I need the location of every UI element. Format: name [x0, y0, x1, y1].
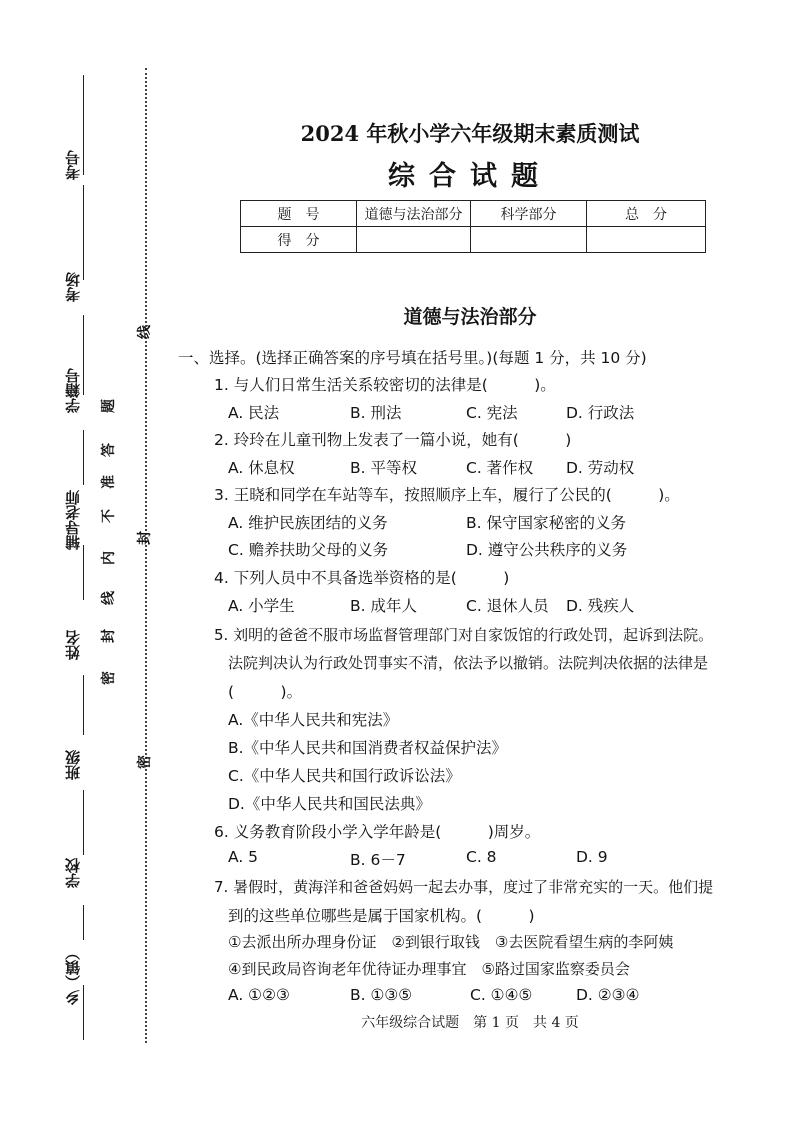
question-7-option-d: D. ②③④: [576, 986, 640, 1004]
question-3-option-a: A. 维护民族团结的义务: [228, 514, 388, 532]
field-student-id-label: 学籍号: [64, 368, 82, 413]
question-1-option-a: A. 民法: [228, 404, 280, 422]
question-5-option-a: A.《中华人民共和宪法》: [228, 711, 399, 729]
exam-title: 2024 年秋小学六年级期末素质测试: [300, 121, 640, 146]
section-title: 道德与法治部分: [403, 306, 537, 328]
question-5-stem-line-2: 法院判决认为行政处罚事实不清，依法予以撤销。法院判决依据的法律是: [228, 654, 709, 672]
question-1-option-c: C. 宪法: [466, 404, 518, 422]
question-3-stem: 3. 王晓和同学在车站等车，按照顺序上车，履行了公民的( )。: [214, 486, 680, 504]
field-exam-number-label: 考号: [64, 150, 82, 180]
field-class-label: 班级: [64, 750, 82, 780]
question-7-stem-line-1: 7. 暑假时，黄海洋和爸爸妈妈一起去办事，度过了非常充实的一天。他们提: [214, 878, 714, 896]
question-4-option-c: C. 退休人员: [466, 597, 549, 615]
question-2-option-d: D. 劳动权: [566, 459, 635, 477]
score-cell-total: [587, 227, 706, 253]
question-7-stem-line-2: 到的这些单位哪些是属于国家机构。( ): [228, 907, 535, 925]
question-1-stem: 1. 与人们日常生活关系较密切的法律是( )。: [214, 376, 556, 394]
score-table-header-row: [241, 201, 706, 227]
no-answer-char-1: 题: [101, 399, 117, 413]
question-3-option-c: C. 赡养扶助父母的义务: [228, 541, 389, 559]
question-6-option-d: D. 9: [576, 848, 608, 866]
question-6-option-a: A. 5: [228, 848, 259, 866]
no-answer-char-3: 准: [101, 475, 117, 489]
seal-mark-seal: 封: [137, 531, 153, 545]
question-5-stem-line-3: ( )。: [228, 683, 303, 701]
question-1-option-b: B. 刑法: [350, 404, 402, 422]
no-answer-char-5: 内: [101, 551, 117, 565]
score-cell: 总 分: [587, 201, 706, 227]
question-4-option-a: A. 小学生: [228, 597, 295, 615]
question-7-items-line-2: ④到民政局咨询老年优待证办理事宜 ⑤路过国家监察委员会: [228, 960, 630, 978]
no-answer-char-7: 封: [101, 629, 117, 643]
question-3-option-d: D. 遵守公共秩序的义务: [466, 541, 628, 559]
question-2-option-c: C. 著作权: [466, 459, 534, 477]
question-4-option-d: D. 残疾人: [566, 597, 635, 615]
binding-dotted-line: [145, 68, 147, 1043]
question-5-stem-line-1: 5. 刘明的爸爸不服市场监督管理部门对自家饭馆的行政处罚，起诉到法院。: [214, 626, 714, 644]
question-6-option-b: B. 6－7: [350, 851, 406, 869]
question-5-option-b: B.《中华人民共和国消费者权益保护法》: [228, 739, 508, 757]
question-4-option-b: B. 成年人: [350, 597, 417, 615]
question-5-option-c: C.《中华人民共和国行政诉讼法》: [228, 767, 461, 785]
question-6-option-c: C. 8: [466, 848, 497, 866]
score-cell: 科学部分: [471, 201, 587, 227]
question-5-option-d: D.《中华人民共和国民法典》: [228, 795, 431, 813]
question-6-stem: 6. 义务教育阶段小学入学年龄是( )周岁。: [214, 823, 541, 841]
field-tutor-label: 辅导老师: [64, 490, 82, 550]
no-answer-char-8: 密: [101, 671, 117, 685]
question-2-option-b: B. 平等权: [350, 459, 417, 477]
score-cell: 道德与法治部分: [357, 201, 471, 227]
field-exam-room-label: 考场: [64, 272, 82, 302]
question-7-option-a: A. ①②③: [228, 986, 290, 1004]
question-7-items-line-1: ①去派出所办理身份证 ②到银行取钱 ③去医院看望生病的李阿姨: [228, 933, 674, 951]
score-cell: 得 分: [241, 227, 357, 253]
score-cell-science: [471, 227, 587, 253]
question-7-option-b: B. ①③⑤: [350, 986, 413, 1004]
question-4-stem: 4. 下列人员中不具备选举资格的是( ): [214, 569, 510, 587]
no-answer-char-6: 线: [101, 591, 117, 605]
question-1-option-d: D. 行政法: [566, 404, 635, 422]
no-answer-char-2: 答: [101, 443, 117, 457]
question-2-stem: 2. 玲玲在儿童刊物上发表了一篇小说，她有( ): [214, 431, 572, 449]
main-title: 综合试题: [388, 161, 552, 192]
question-3-option-b: B. 保守国家秘密的义务: [466, 514, 626, 532]
score-cell: 题 号: [241, 201, 357, 227]
field-name-label: 姓名: [64, 630, 82, 660]
question-7-option-c: C. ①④⑤: [470, 986, 533, 1004]
field-school-label: 学校: [64, 858, 82, 888]
seal-mark-secret: 密: [137, 755, 153, 769]
score-table: [240, 200, 706, 253]
question-2-option-a: A. 休息权: [228, 459, 295, 477]
page-footer: 六年级综合试题 第 1 页 共 4 页: [361, 1015, 579, 1031]
score-cell-morality: [357, 227, 471, 253]
no-answer-char-4: 不: [101, 509, 117, 523]
field-township-label: 乡（镇）: [64, 945, 82, 1005]
seal-mark-line: 线: [137, 325, 153, 339]
section-instruction: 一、选择。(选择正确答案的序号填在括号里。)(每题 1 分，共 10 分): [178, 349, 647, 367]
score-table-score-row: [241, 227, 706, 253]
